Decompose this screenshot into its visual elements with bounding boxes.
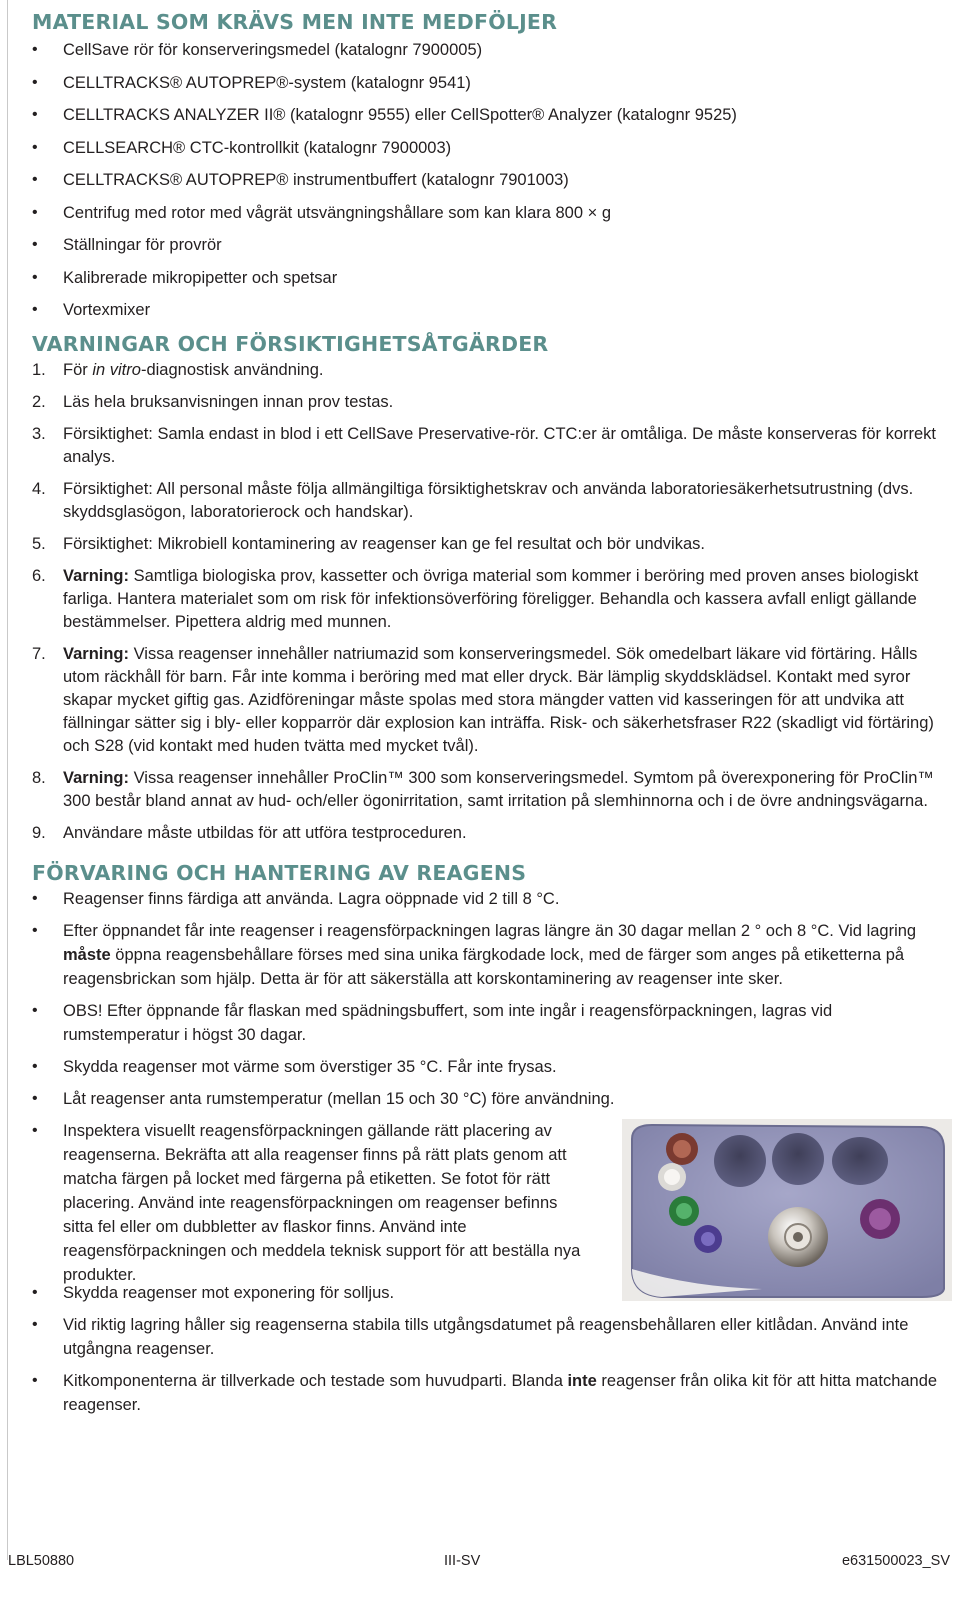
- left-margin-rule: [7, 0, 8, 1560]
- list-item: • Reagenser finns färdiga att använda. Lagra oöppnade vid 2 till 8 °C.: [32, 887, 952, 911]
- list-item: • CELLTRACKS® AUTOPREP® instrumentbuffert (katalognr 7901003): [32, 168, 952, 192]
- list-item: • CELLTRACKS® AUTOPREP®-system (katalognr 9541): [32, 71, 952, 95]
- list-item: • CellSave rör för konserveringsmedel (katalognr 7900005): [32, 38, 952, 62]
- list-item: 2. Läs hela bruksanvisningen innan prov testas.: [32, 393, 394, 411]
- reagent-pack-photo: [622, 1119, 952, 1301]
- list-item: • CELLSEARCH® CTC-kontrollkit (katalognr 7900003): [32, 136, 952, 160]
- list-item: 6. Varning: Samtliga biologiska prov, kassetter och övriga material som kommer i beröring med proven anses biologiskt farliga. Hantera materialet som om risk för infektionsöverföring föreligger. Behandla och kassera avfall enligt gällande bestämmelser. Pipettera aldrig med munnen.: [32, 567, 919, 631]
- list-item: • Ställningar för provrör: [32, 233, 952, 257]
- materials-list: [32, 38, 952, 322]
- list-item: 4. Försiktighet: All personal måste följa allmängiltiga försiktighetskrav och använda laboratoriesäkerhetsutrustning (dvs. skyddsglasögon, laboratorierock och handskar).: [32, 480, 914, 521]
- list-item: 1. För in vitro-diagnostisk användning.: [32, 361, 324, 379]
- list-item: • Kalibrerade mikropipetter och spetsar: [32, 266, 952, 290]
- storage-list: [32, 887, 952, 1417]
- list-item: • Vortexmixer: [32, 298, 952, 322]
- list-item: • OBS! Efter öppnande får flaskan med spädningsbuffert, som inte ingår i reagensförpackningen, lagras vid rumstemperatur i högst 30 dagar.: [32, 999, 952, 1047]
- list-item: • Centrifug med rotor med vågrät utsvängningshållare som kan klara 800 × g: [32, 201, 952, 225]
- list-item: 8. Varning: Vissa reagenser innehåller ProClin™ 300 som konserveringsmedel. Symtom på överexponering för ProClin™ 300 består bland annat av hud- och/eller ögonirritation, samt irritation på slemhinnorna och i de övre andningsvägarna.: [32, 769, 934, 810]
- list-item: 3. Försiktighet: Samla endast in blod i ett CellSave Preservative-rör. CTC:er är omtåliga. De måste konserveras för korrekt analys.: [32, 425, 937, 466]
- list-item: 5. Försiktighet: Mikrobiell kontaminering av reagenser kan ge fel resultat och bör undvikas.: [32, 535, 705, 553]
- list-item: • Skydda reagenser mot värme som överstiger 35 °C. Får inte frysas.: [32, 1055, 952, 1079]
- list-item: 9. Användare måste utbildas för att utföra testproceduren.: [32, 824, 467, 842]
- footer-page-number: III-SV: [444, 1553, 481, 1569]
- storage-heading: FÖRVARING OCH HANTERING AV REAGENS: [32, 861, 527, 885]
- document-page: [32, 10, 952, 1425]
- warnings-heading: VARNINGAR OCH FÖRSIKTIGHETSÅTGÄRDER: [32, 332, 549, 356]
- list-item: • Vid riktig lagring håller sig reagenserna stabila tills utgångsdatumet på reagensbehållaren eller kitlådan. Använd inte utgångna reagenser.: [32, 1313, 952, 1361]
- warnings-list: [32, 359, 952, 845]
- footer-document-code: e631500023_SV: [841, 1553, 950, 1569]
- list-item: • Inspektera visuellt reagensförpackningen gällande rätt placering av reagenserna. Bekräfta att alla reagenser finns på rätt plats genom att matcha färgen på locket med färgerna på etiketten. Se fotot för rätt placering. Använd inte reagensförpackningen om reagenser befinns sitta fel eller om dubbletter av flaskor finns. Använd inte reagensförpackningen och meddela teknisk support för att beställa nya produkter.: [32, 1119, 952, 1301]
- materials-heading: MATERIAL SOM KRÄVS MEN INTE MEDFÖLJER: [32, 10, 558, 34]
- footer-label-number: LBL50880: [8, 1553, 75, 1569]
- list-item: • Kitkomponenterna är tillverkade och testade som huvudparti. Blanda inte reagenser från olika kit för att hitta matchande reagenser.: [32, 1369, 952, 1417]
- list-item: • CELLTRACKS ANALYZER II® (katalognr 9555) eller CellSpotter® Analyzer (katalognr 9525): [32, 103, 952, 127]
- list-item: 7. Varning: Vissa reagenser innehåller natriumazid som konserveringsmedel. Sök omedelbart läkare vid förtäring. Hålls utom räckhåll för barn. Får inte komma i beröring med mat eller dryck. Bär lämplig skyddsklädsel. Kontakt med syror skapar mycket giftig gas. Azidföreningar måste spolas med stora mängder vatten vid kasseringen för att undvika att fällningar sätter sig i bly- eller kopparrör där explosion kan inträffa. Risk- och säkerhetsfraser R22 (skadligt vid förtäring) och S28 (vid kontakt med huden tvätta med mycket tvål).: [32, 645, 934, 755]
- list-item: • Skydda reagenser mot exponering för solljus.: [32, 1281, 952, 1305]
- list-item: • Låt reagenser anta rumstemperatur (mellan 15 och 30 °C) före användning.: [32, 1087, 952, 1111]
- list-item: • Efter öppnandet får inte reagenser i reagensförpackningen lagras längre än 30 dagar mellan 2 ° och 8 °C. Vid lagring måste öppna reagensbehållare förses med sina unika färgkodade lock, med de färger som anges på etiketterna på reagensbrickan som hjälp. Detta är för att säkerställa att korskontaminering av reagenser inte sker.: [32, 919, 952, 991]
